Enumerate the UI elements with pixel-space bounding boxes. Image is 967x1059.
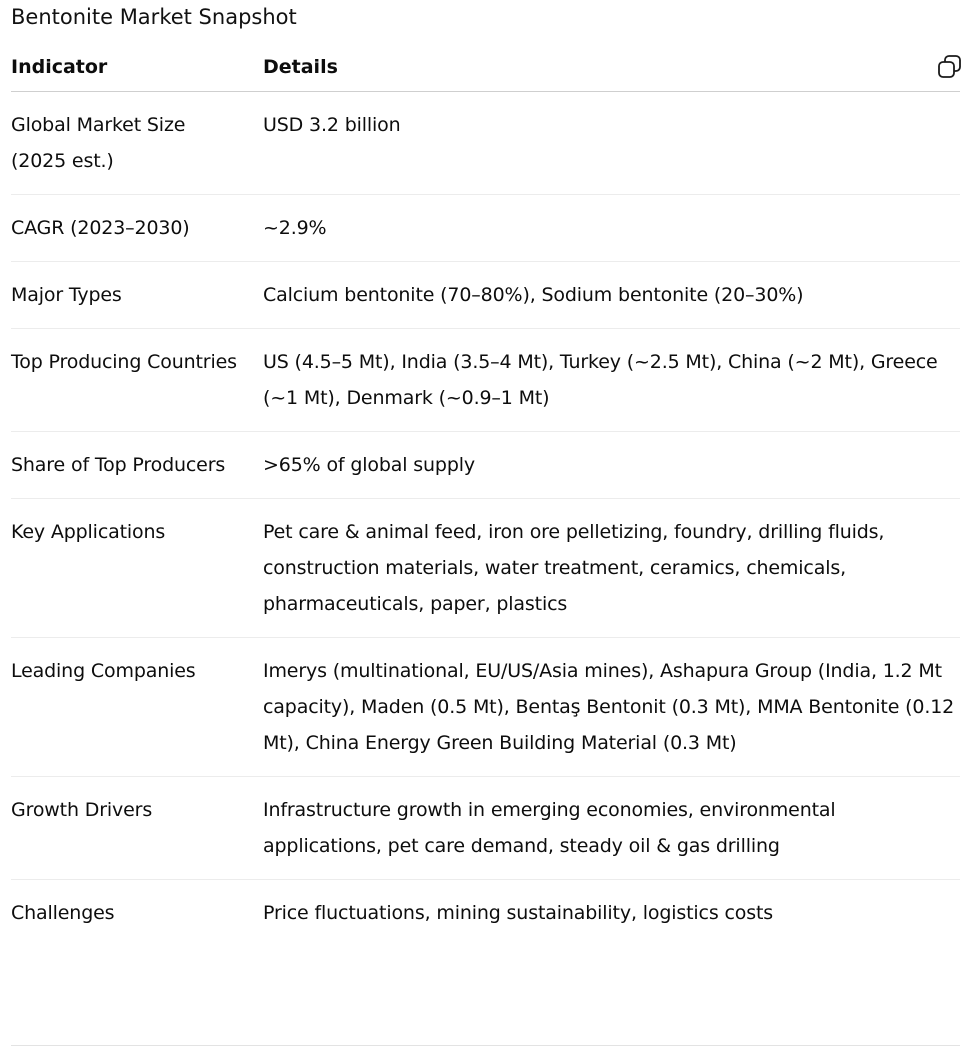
indicator-cell: Growth Drivers xyxy=(11,777,263,880)
header-indicator: Indicator xyxy=(11,49,263,92)
table-row xyxy=(11,329,960,432)
table-row xyxy=(11,432,960,499)
indicator-cell: Global Market Size (2025 est.) xyxy=(11,92,263,195)
details-cell: US (4.5–5 Mt), India (3.5–4 Mt), Turkey (~2.5 Mt), China (~2 Mt), Greece (~1 Mt), Denmark (~0.9–1 Mt) xyxy=(263,329,960,432)
details-cell: ~2.9% xyxy=(263,195,960,262)
indicator-cell: Leading Companies xyxy=(11,638,263,777)
table-header-row xyxy=(11,49,960,92)
table-row xyxy=(11,262,960,329)
snapshot-table-container xyxy=(11,49,960,946)
indicator-cell: CAGR (2023–2030) xyxy=(11,195,263,262)
details-cell: Calcium bentonite (70–80%), Sodium bentonite (20–30%) xyxy=(263,262,960,329)
table-row xyxy=(11,777,960,880)
details-cell: Infrastructure growth in emerging economies, environmental applications, pet care demand, steady oil & gas drilling xyxy=(263,777,960,880)
indicator-cell: Top Producing Countries xyxy=(11,329,263,432)
table-row xyxy=(11,195,960,262)
indicator-cell: Major Types xyxy=(11,262,263,329)
details-cell: >65% of global supply xyxy=(263,432,960,499)
indicator-cell: Share of Top Producers xyxy=(11,432,263,499)
details-cell: Imerys (multinational, EU/US/Asia mines), Ashapura Group (India, 1.2 Mt capacity), Maden (0.5 Mt), Bentaş Bentonit (0.3 Mt), MMA Bentonite (0.12 Mt), China Energy Green Building Material (0.3 Mt) xyxy=(263,638,960,777)
snapshot-table xyxy=(11,49,960,946)
details-cell: Pet care & animal feed, iron ore pelletizing, foundry, drilling fluids, construction materials, water treatment, ceramics, chemicals, pharmaceuticals, paper, plastics xyxy=(263,499,960,638)
details-cell: USD 3.2 billion xyxy=(263,92,960,195)
indicator-cell: Challenges xyxy=(11,902,115,924)
indicator-cell: Key Applications xyxy=(11,499,263,638)
bottom-divider xyxy=(11,1045,960,1046)
table-row xyxy=(11,880,960,947)
header-details: Details xyxy=(263,49,960,92)
table-row xyxy=(11,92,960,195)
details-cell: Price fluctuations, mining sustainability, logistics costs xyxy=(263,902,774,924)
table-title: Bentonite Market Snapshot xyxy=(11,5,297,29)
table-row xyxy=(11,499,960,638)
table-row xyxy=(11,638,960,777)
